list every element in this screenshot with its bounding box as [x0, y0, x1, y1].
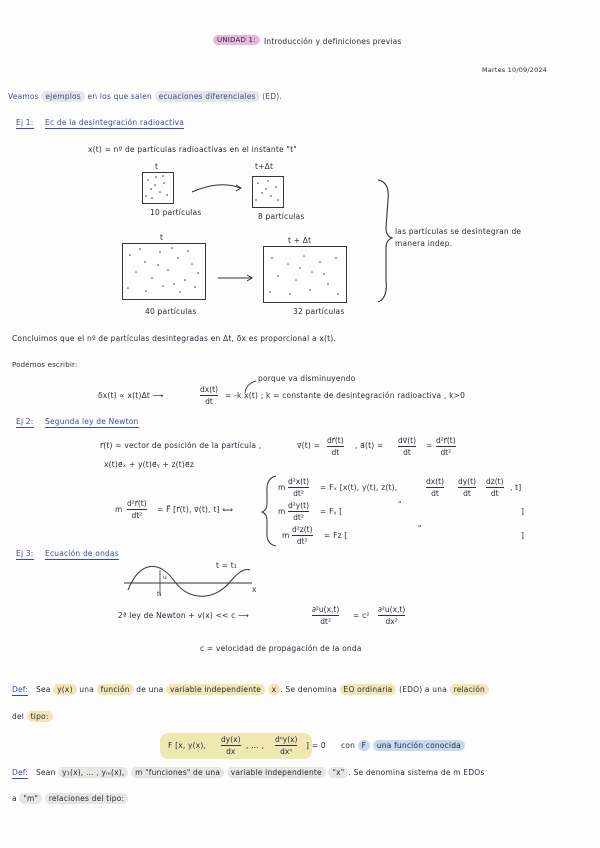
- frac-a: dv⃗(t) dt: [398, 436, 416, 457]
- frac-sys-y: d²y(t) dt²: [288, 501, 309, 522]
- frac-sys-dy: dy(t) dt: [458, 477, 476, 498]
- def2-line: Sean y₁(x), … , yₘ(x), m "funciones" de una variable independiente "x" . Se denomina sistema de m EDOs: [36, 768, 485, 777]
- date: Martes 10/09/2024: [482, 66, 548, 74]
- frac-sys-dx: dx(t) dt: [426, 477, 444, 498]
- ej2-title: Segunda ley de Newton: [45, 417, 139, 426]
- particle-dots: [127, 175, 339, 295]
- page-title: Introducción y definiciones previas: [264, 37, 402, 46]
- conclusion: Concluimos que el nº de partículas desintegradas en Δt, δx es proporcional a x(t).: [12, 334, 336, 343]
- unit-badge: UNIDAD 1:: [213, 36, 260, 44]
- frac-sys-dz: dz(t) dt: [486, 477, 504, 498]
- frac-F1: dy(x) dx: [221, 735, 241, 756]
- frac-sys-z: d²z(t) dt²: [292, 525, 313, 546]
- def1-con: con F una función conocida: [341, 741, 465, 750]
- F-rhs: ] = 0: [306, 741, 326, 750]
- sys-z-rhs: = Fz [: [324, 531, 348, 540]
- t-label-big: t: [160, 233, 164, 242]
- def1-line: Sea y(x) una función de una variable independiente x . Se denomina EO ordinaria (EDO) a una relación: [36, 685, 489, 694]
- sys-z-close: ]: [521, 531, 525, 540]
- accel-lhs: , a⃗(t) =: [355, 441, 384, 450]
- def1-tipo: del tipo:: [12, 712, 53, 721]
- def2-label: Def:: [12, 768, 29, 777]
- sys-x-end: , t]: [510, 483, 522, 492]
- ditto-1: ": [398, 500, 402, 509]
- frac-dx-dt: dx(t) dt: [200, 385, 218, 406]
- brace-system: [262, 476, 276, 546]
- ej1-label: Ej 1:: [16, 118, 34, 127]
- u-label: u: [163, 574, 168, 581]
- t1-tick: t₁: [157, 591, 163, 598]
- tdt-label-small: t+Δt: [255, 162, 274, 171]
- frac-sys-x: d²x(t) dt²: [288, 477, 309, 498]
- x-axis-label: x: [252, 585, 257, 594]
- sys-x-rhs: = Fₓ [x(t), y(t), z(t),: [320, 483, 398, 492]
- sys-x-m: m: [278, 483, 286, 492]
- count-8: 8 partículas: [258, 212, 305, 221]
- accel-eq: =: [426, 441, 433, 450]
- F-dots: , … ,: [246, 741, 265, 750]
- ditto-2: ": [418, 524, 422, 533]
- t-label-small: t: [155, 162, 159, 171]
- wave-c2: = c²: [353, 611, 370, 620]
- frac-F2: dⁿy(x) dxⁿ: [275, 735, 298, 756]
- ej2-label: Ej 2:: [16, 417, 34, 426]
- frac-newton: d²r⃗(t) dt²: [127, 499, 147, 520]
- velocity-lhs: v⃗(t) =: [297, 441, 321, 450]
- eq-decay-left: δx(t) ∝ x(t)Δt ⟶: [98, 391, 164, 400]
- sys-y-m: m: [278, 507, 286, 516]
- count-32: 32 partículas: [293, 307, 345, 316]
- count-10: 10 partículas: [150, 208, 202, 217]
- frac-a2: d²r⃗(t) dt²: [436, 436, 456, 457]
- wave-curve: [128, 566, 250, 596]
- sys-z-m: m: [282, 531, 290, 540]
- sys-y-close: ]: [521, 507, 525, 516]
- brace-right: [378, 180, 392, 302]
- components: x(t)e⃗ₓ + y(t)e⃗ᵧ + z(t)e⃗z: [104, 460, 194, 469]
- newton-rhs: = F⃗ [r⃗(t), v⃗(t), t] ⟺: [157, 505, 234, 514]
- c-definition: c = velocidad de propagación de la onda: [200, 644, 362, 653]
- count-40: 40 partículas: [145, 307, 197, 316]
- intro-line: Veamos ejemplos en los que salen ecuaciones diferenciales (ED).: [8, 92, 282, 101]
- arrow-small: [192, 185, 240, 192]
- t-eq-t1: t = t₁: [216, 561, 238, 570]
- ej1-definition: x(t) = nº de partículas radioactivas en el instante "t": [88, 145, 297, 154]
- sys-y-rhs: = Fᵧ [: [320, 507, 343, 516]
- F-lhs: F [x, y(x),: [168, 741, 207, 750]
- newton-m: m: [115, 505, 123, 514]
- podemos: Podemos escribir:: [12, 361, 78, 369]
- annotation: porque va disminuyendo: [258, 374, 356, 383]
- side-note: las partículas se desintegran de manera indep.: [395, 227, 522, 248]
- def1-label: Def:: [12, 685, 29, 694]
- ej1-title: Ec de la desintegración radioactiva: [45, 118, 185, 127]
- position-vector: r⃗(t) = vector de posición de la partícula ,: [100, 441, 262, 450]
- ej3-title: Ecuación de ondas: [45, 549, 119, 558]
- frac-wave-x: ∂²u(x,t) dx²: [378, 605, 406, 626]
- frac-wave-t: ∂²u(x,t) dt²: [312, 605, 340, 626]
- ej3-label: Ej 3:: [16, 549, 34, 558]
- eq-decay-right: = -k x(t) ; k = constante de desintegración radioactiva , k>0: [225, 391, 466, 400]
- tdt-label-big: t + Δt: [288, 236, 312, 245]
- wave-law: 2ª ley de Newton + v(x) << c ⟶: [118, 611, 249, 620]
- frac-v: dr⃗(t) dt: [327, 436, 344, 457]
- def2-line2: a "m" relaciones del tipo:: [12, 794, 128, 803]
